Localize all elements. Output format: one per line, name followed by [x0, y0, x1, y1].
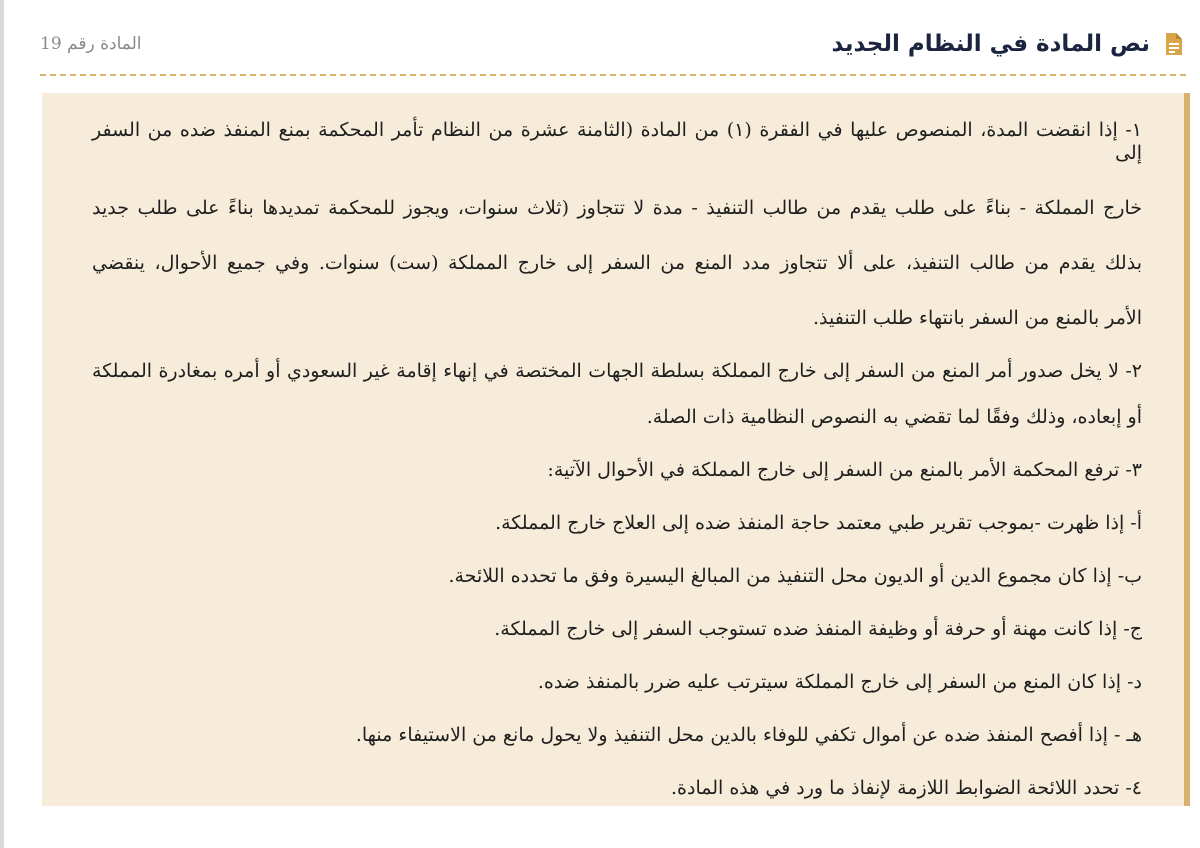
clause-3-item-d: د- إذا كان المنع من السفر إلى خارج المملكة سيترتب عليه ضرر بالمنفذ ضده. [537, 671, 1142, 693]
clause-3-intro: ٣- ترفع المحكمة الأمر بالمنع من السفر إلى خارج المملكة في الأحوال الآتية: [547, 459, 1142, 481]
clause-3-item-a: أ- إذا ظهرت -بموجب تقرير طبي معتمد حاجة المنفذ ضده إلى العلاج خارج المملكة. [495, 512, 1142, 534]
page-header [40, 22, 1186, 66]
clause-1-line-4: الأمر بالمنع من السفر بانتهاء طلب التنفيذ. [812, 307, 1142, 329]
clause-3-item-b: ب- إذا كان مجموع الدين أو الديون محل التنفيذ من المبالغ اليسيرة وفق ما تحدده اللائحة. [448, 565, 1142, 587]
clause-1-line-1: ١- إذا انقضت المدة، المنصوص عليها في الفقرة (١) من المادة (الثامنة عشرة من النظام تأمر المحكمة بمنع المنفذ ضده من السفر إلى [92, 119, 1143, 164]
clause-3-item-e: هـ - إذا أفصح المنفذ ضده عن أموال تكفي للوفاء بالدين محل التنفيذ ولا يحول مانع من الاستيفاء منها. [355, 724, 1142, 746]
clause-2-line-2: أو إبعاده، وذلك وفقًا لما تقضي به النصوص النظامية ذات الصلة. [646, 406, 1142, 428]
left-edge-strip [0, 0, 4, 848]
clause-4: ٤- تحدد اللائحة الضوابط اللازمة لإنفاذ ما ورد في هذه المادة. [671, 777, 1142, 799]
clause-2-line-1: ٢- لا يخل صدور أمر المنع من السفر إلى خارج المملكة بسلطة الجهات المختصة في إنهاء إقامة غير السعودي أو أمره بمغادرة المملكة [92, 360, 1142, 382]
clause-3-item-c: ج- إذا كانت مهنة أو حرفة أو وظيفة المنفذ ضده تستوجب السفر إلى خارج المملكة. [494, 618, 1142, 640]
clause-1-line-3: بذلك يقدم من طالب التنفيذ، على ألا تتجاوز مدد المنع من السفر إلى خارج المملكة (ست) سنوات. وفي جميع الأحوال، ينقضي [92, 252, 1142, 274]
document-icon [1160, 31, 1186, 57]
article-text-panel [42, 93, 1190, 806]
header-title-group [832, 31, 1186, 57]
header-divider [40, 74, 1186, 76]
article-number-label: المادة رقم 19 [40, 34, 142, 54]
page-title: نص المادة في النظام الجديد [831, 31, 1150, 57]
article-content [42, 93, 1184, 800]
clause-1-line-2: خارج المملكة - بناءً على طلب يقدم من طالب التنفيذ - مدة لا تتجاوز (ثلاث سنوات، ويجوز للمحكمة تمديدها بناءً على طلب جديد [92, 197, 1142, 219]
